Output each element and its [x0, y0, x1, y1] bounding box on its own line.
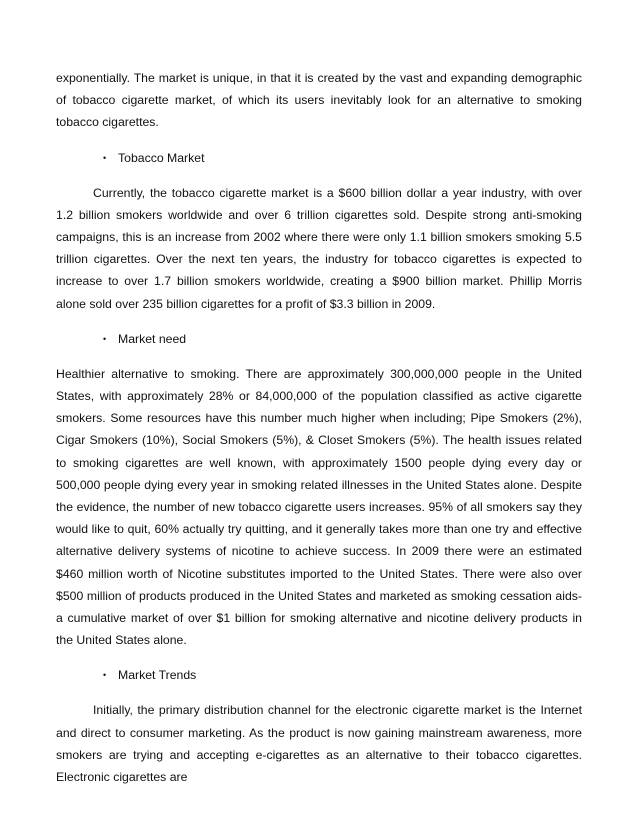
- paragraph-market-need: Healthier alternative to smoking. There are approximately 300,000,000 people in the United States, with approximately 28% or 84,000,000 of the population classified as active cigarette smokers. Some resources have this number much higher when including; Pipe Smokers (2%), Cigar Smokers (10%), Social Smokers (5%), & Closet Smokers (5%). The health issues related to smoking cigarettes are well known, with approximately 1500 people dying every day or 500,000 people dying every year in smoking related illnesses in the United States alone. Despite the evidence, the number of new tobacco cigarette users increases. 95% of all smokers say they would like to quit, 60% actually try quitting, and it generally takes more than one try and effective alternative delivery systems of nicotine to achieve success. In 2009 there were an estimated $460 million worth of Nicotine substitutes imported to the United States. There were also over $500 million of products produced in the United States and marketed as smoking cessation aids- a cumulative market of over $1 billion for smoking alternative and nicotine delivery products in the United States alone.: [56, 366, 582, 648]
- section-heading-tobacco-market: [56, 147, 582, 169]
- section-heading-text: Market Trends: [118, 668, 197, 683]
- section-heading-text: Tobacco Market: [118, 150, 205, 165]
- intro-paragraph: exponentially. The market is unique, in that it is created by the vast and expanding demographic of tobacco cigarette market, of which its users inevitably look for an alternative to smoking tobacco cigarettes.: [56, 71, 582, 130]
- section-heading-market-need: [56, 328, 582, 350]
- bullet-icon: •: [103, 670, 107, 681]
- paragraph-tobacco-market: Currently, the tobacco cigarette market is a $600 billion dollar a year industry, with over 1.2 billion smokers worldwide and over 6 trillion cigarettes sold. Despite strong anti-smoking campaigns, this is an increase from 2002 where there were only 1.1 billion smokers smoking 5.5 trillion cigarettes. Over the next ten years, the industry for tobacco cigarettes is expected to increase to over 1.7 billion smokers worldwide, creating a $900 billion market. Phillip Morris alone sold over 235 billion cigarettes for a profit of $3.3 billion in 2009.: [56, 185, 582, 311]
- document-body: [56, 67, 582, 788]
- bullet-icon: •: [103, 152, 107, 163]
- paragraph-market-trends: Initially, the primary distribution channel for the electronic cigarette market is the Internet and direct to consumer marketing. As the product is now gaining mainstream awareness, more smokers are trying and accepting e-cigarettes as an alternative to their tobacco cigarettes. Electronic cigarettes are: [56, 703, 582, 785]
- section-heading-market-trends: [56, 664, 582, 686]
- section-heading-text: Market need: [118, 331, 187, 346]
- bullet-icon: •: [103, 333, 107, 344]
